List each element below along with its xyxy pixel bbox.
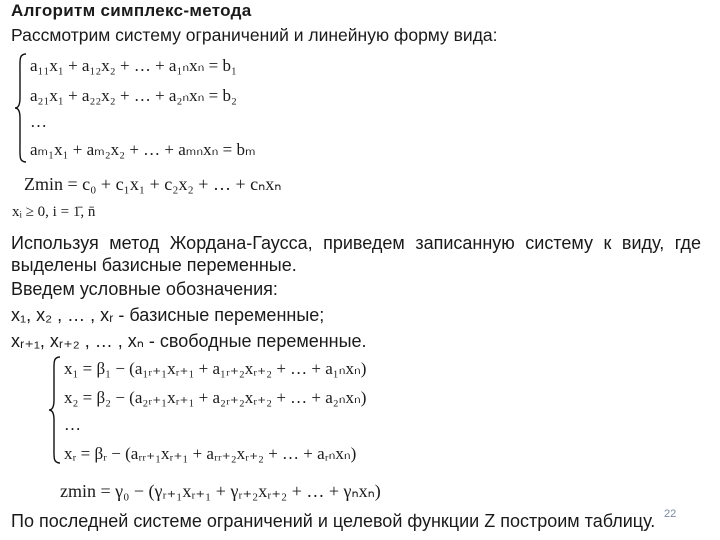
system2-row-3: … bbox=[64, 415, 81, 434]
system2-row-2: x₂ = β₂ − (a₂ᵣ₊₁xᵣ₊₁ + a₂ᵣ₊₂xᵣ₊₂ + … + a₂ₙxₙ) bbox=[64, 388, 367, 407]
objective-function-2: zmin = γ₀ − (γᵣ₊₁xᵣ₊₁ + γᵣ₊₂xᵣ₊₂ + … + γₙxₙ) bbox=[60, 481, 381, 501]
system2-row-4: xᵣ = βᵣ − (aᵣᵣ₊₁xᵣ₊₁ + aᵣᵣ₊₂xᵣ₊₂ + … + aᵣₙxₙ) bbox=[64, 444, 357, 463]
paragraph-line-2: выделены базисные переменные. bbox=[11, 255, 297, 275]
basis-variables-line: x₁, x₂ , … , xᵣ - базисные переменные; bbox=[11, 305, 325, 325]
page-number: 22 bbox=[664, 508, 677, 520]
notation-title: Введем условные обозначения: bbox=[11, 279, 278, 299]
system1-row-1: a₁₁x₁ + a₁₂x₂ + … + a₁ₙxₙ = b₁ bbox=[30, 56, 237, 75]
paragraph-line-1: Используя метод Жордана-Гаусса, приведем записанную систему к виду, где bbox=[11, 233, 701, 253]
system1-row-2: a₂₁x₁ + a₂₂x₂ + … + a₂ₙxₙ = b₂ bbox=[30, 86, 237, 105]
intro-text: Рассмотрим систему ограничений и линейную форму вида: bbox=[11, 25, 498, 45]
system1-brace bbox=[14, 52, 28, 164]
nonnegativity-constraint: xᵢ ≥ 0, i = 1̄, n̄ bbox=[12, 204, 96, 220]
system1-row-3: … bbox=[30, 112, 47, 131]
system1-row-4: aₘ₁x₁ + aₘ₂x₂ + … + aₘₙxₙ = bₘ bbox=[30, 140, 256, 159]
system2-row-1: x₁ = β₁ − (a₁ᵣ₊₁xᵣ₊₁ + a₁ᵣ₊₂xᵣ₊₂ + … + a₁ₙxₙ) bbox=[64, 359, 367, 378]
slide-title: Алгоритм симплекс-метода bbox=[11, 1, 252, 20]
conclusion-text: По последней системе ограничений и целевой функции Z построим таблицу. bbox=[11, 511, 656, 531]
objective-function: Zmin = c₀ + c₁x₁ + c₂x₂ + … + cₙxₙ bbox=[24, 174, 282, 194]
system2-brace bbox=[48, 355, 62, 465]
free-variables-line: xᵣ₊₁, xᵣ₊₂ , … , xₙ - свободные переменные. bbox=[11, 331, 367, 351]
